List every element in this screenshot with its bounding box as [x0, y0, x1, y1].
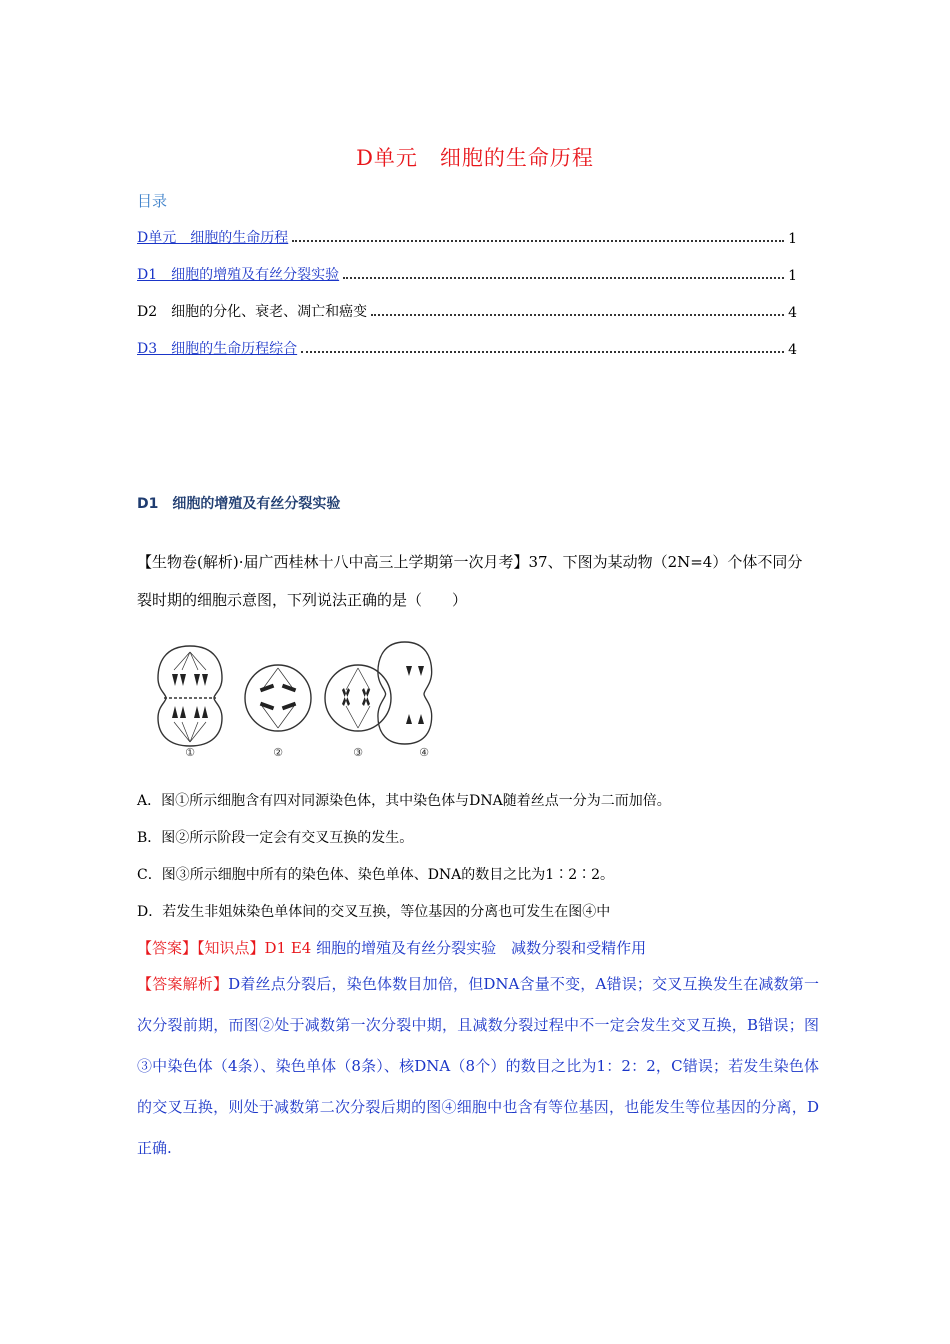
- option-b: B．图②所示阶段一定会有交叉互换的发生。: [137, 830, 414, 846]
- question-source: 【生物卷(解析)·届广西桂林十八中高三上学期第一次月考】: [137, 553, 529, 571]
- analysis-text: D着丝点分裂后，染色体数目加倍，但DNA含量不变，A错误；交叉互换发生在减数第一次分裂前期，而图②处于减数第一次分裂中期，且减数分裂过程中不一定会发生交叉互换，B错误；图③中染色体（4条）、染色单体（8条）、核DNA（8个）的数目之比为1：2：2，C错误；若发生染色体的交叉互换，则处于减数第二次分裂后期的图④细胞中也含有等位基因，也能发生等位基因的分离，D正确.: [137, 975, 819, 1157]
- question-stem: [137, 543, 817, 619]
- question-text: 37、下图为某动物（2N=4）个体不同分裂时期的细胞示意图，下列说法正确的是（ ）: [137, 553, 803, 609]
- figure-label: ②: [273, 746, 283, 758]
- toc-leader: [301, 350, 784, 353]
- toc-entry[interactable]: [137, 262, 797, 284]
- toc-entry[interactable]: [137, 336, 797, 358]
- toc-entry-text[interactable]: D3 细胞的生命历程综合: [137, 341, 298, 357]
- answer-analysis: [137, 964, 819, 1169]
- figure-label: ③: [353, 746, 363, 758]
- option-a: A．图①所示细胞含有四对同源染色体，其中染色体与DNA随着丝点一分为二而加倍。: [137, 793, 671, 809]
- toc-page-number: 4: [788, 305, 797, 321]
- answer-tag: 【答案】【知识点】D1 E4: [137, 939, 312, 957]
- section-heading: D1 细胞的增殖及有丝分裂实验: [137, 496, 341, 512]
- figure-label: ①: [185, 746, 195, 758]
- figure-label: ④: [419, 746, 429, 758]
- toc-leader: [343, 276, 784, 279]
- toc-page-number: 4: [788, 342, 797, 358]
- toc-entry-text[interactable]: D1 细胞的增殖及有丝分裂实验: [137, 267, 340, 283]
- toc-page-number: 1: [788, 268, 797, 284]
- option-c: C．图③所示细胞中所有的染色体、染色单体、DNA的数目之比为1∶2∶2。: [137, 867, 615, 883]
- answer-line: [137, 937, 646, 958]
- analysis-tag: 【答案解析】: [137, 975, 229, 993]
- answer-knowledge-point: 细胞的增殖及有丝分裂实验 减数分裂和受精作用: [316, 939, 647, 957]
- toc-entry-text: D2 细胞的分化、衰老、凋亡和癌变: [137, 304, 368, 320]
- toc-entry-text[interactable]: D单元 细胞的生命历程: [137, 230, 289, 246]
- toc-page-number: 1: [788, 231, 797, 247]
- page-title: D单元 细胞的生命历程: [356, 146, 594, 170]
- toc-leader: [292, 239, 784, 242]
- toc-leader: [371, 313, 784, 316]
- toc-heading: 目录: [137, 192, 168, 210]
- option-d: D．若发生非姐妹染色单体间的交叉互换，等位基因的分离也可发生在图④中: [137, 904, 611, 920]
- toc-entry[interactable]: [137, 225, 797, 247]
- toc-entry[interactable]: [137, 299, 797, 321]
- cell-division-figure: [150, 638, 450, 758]
